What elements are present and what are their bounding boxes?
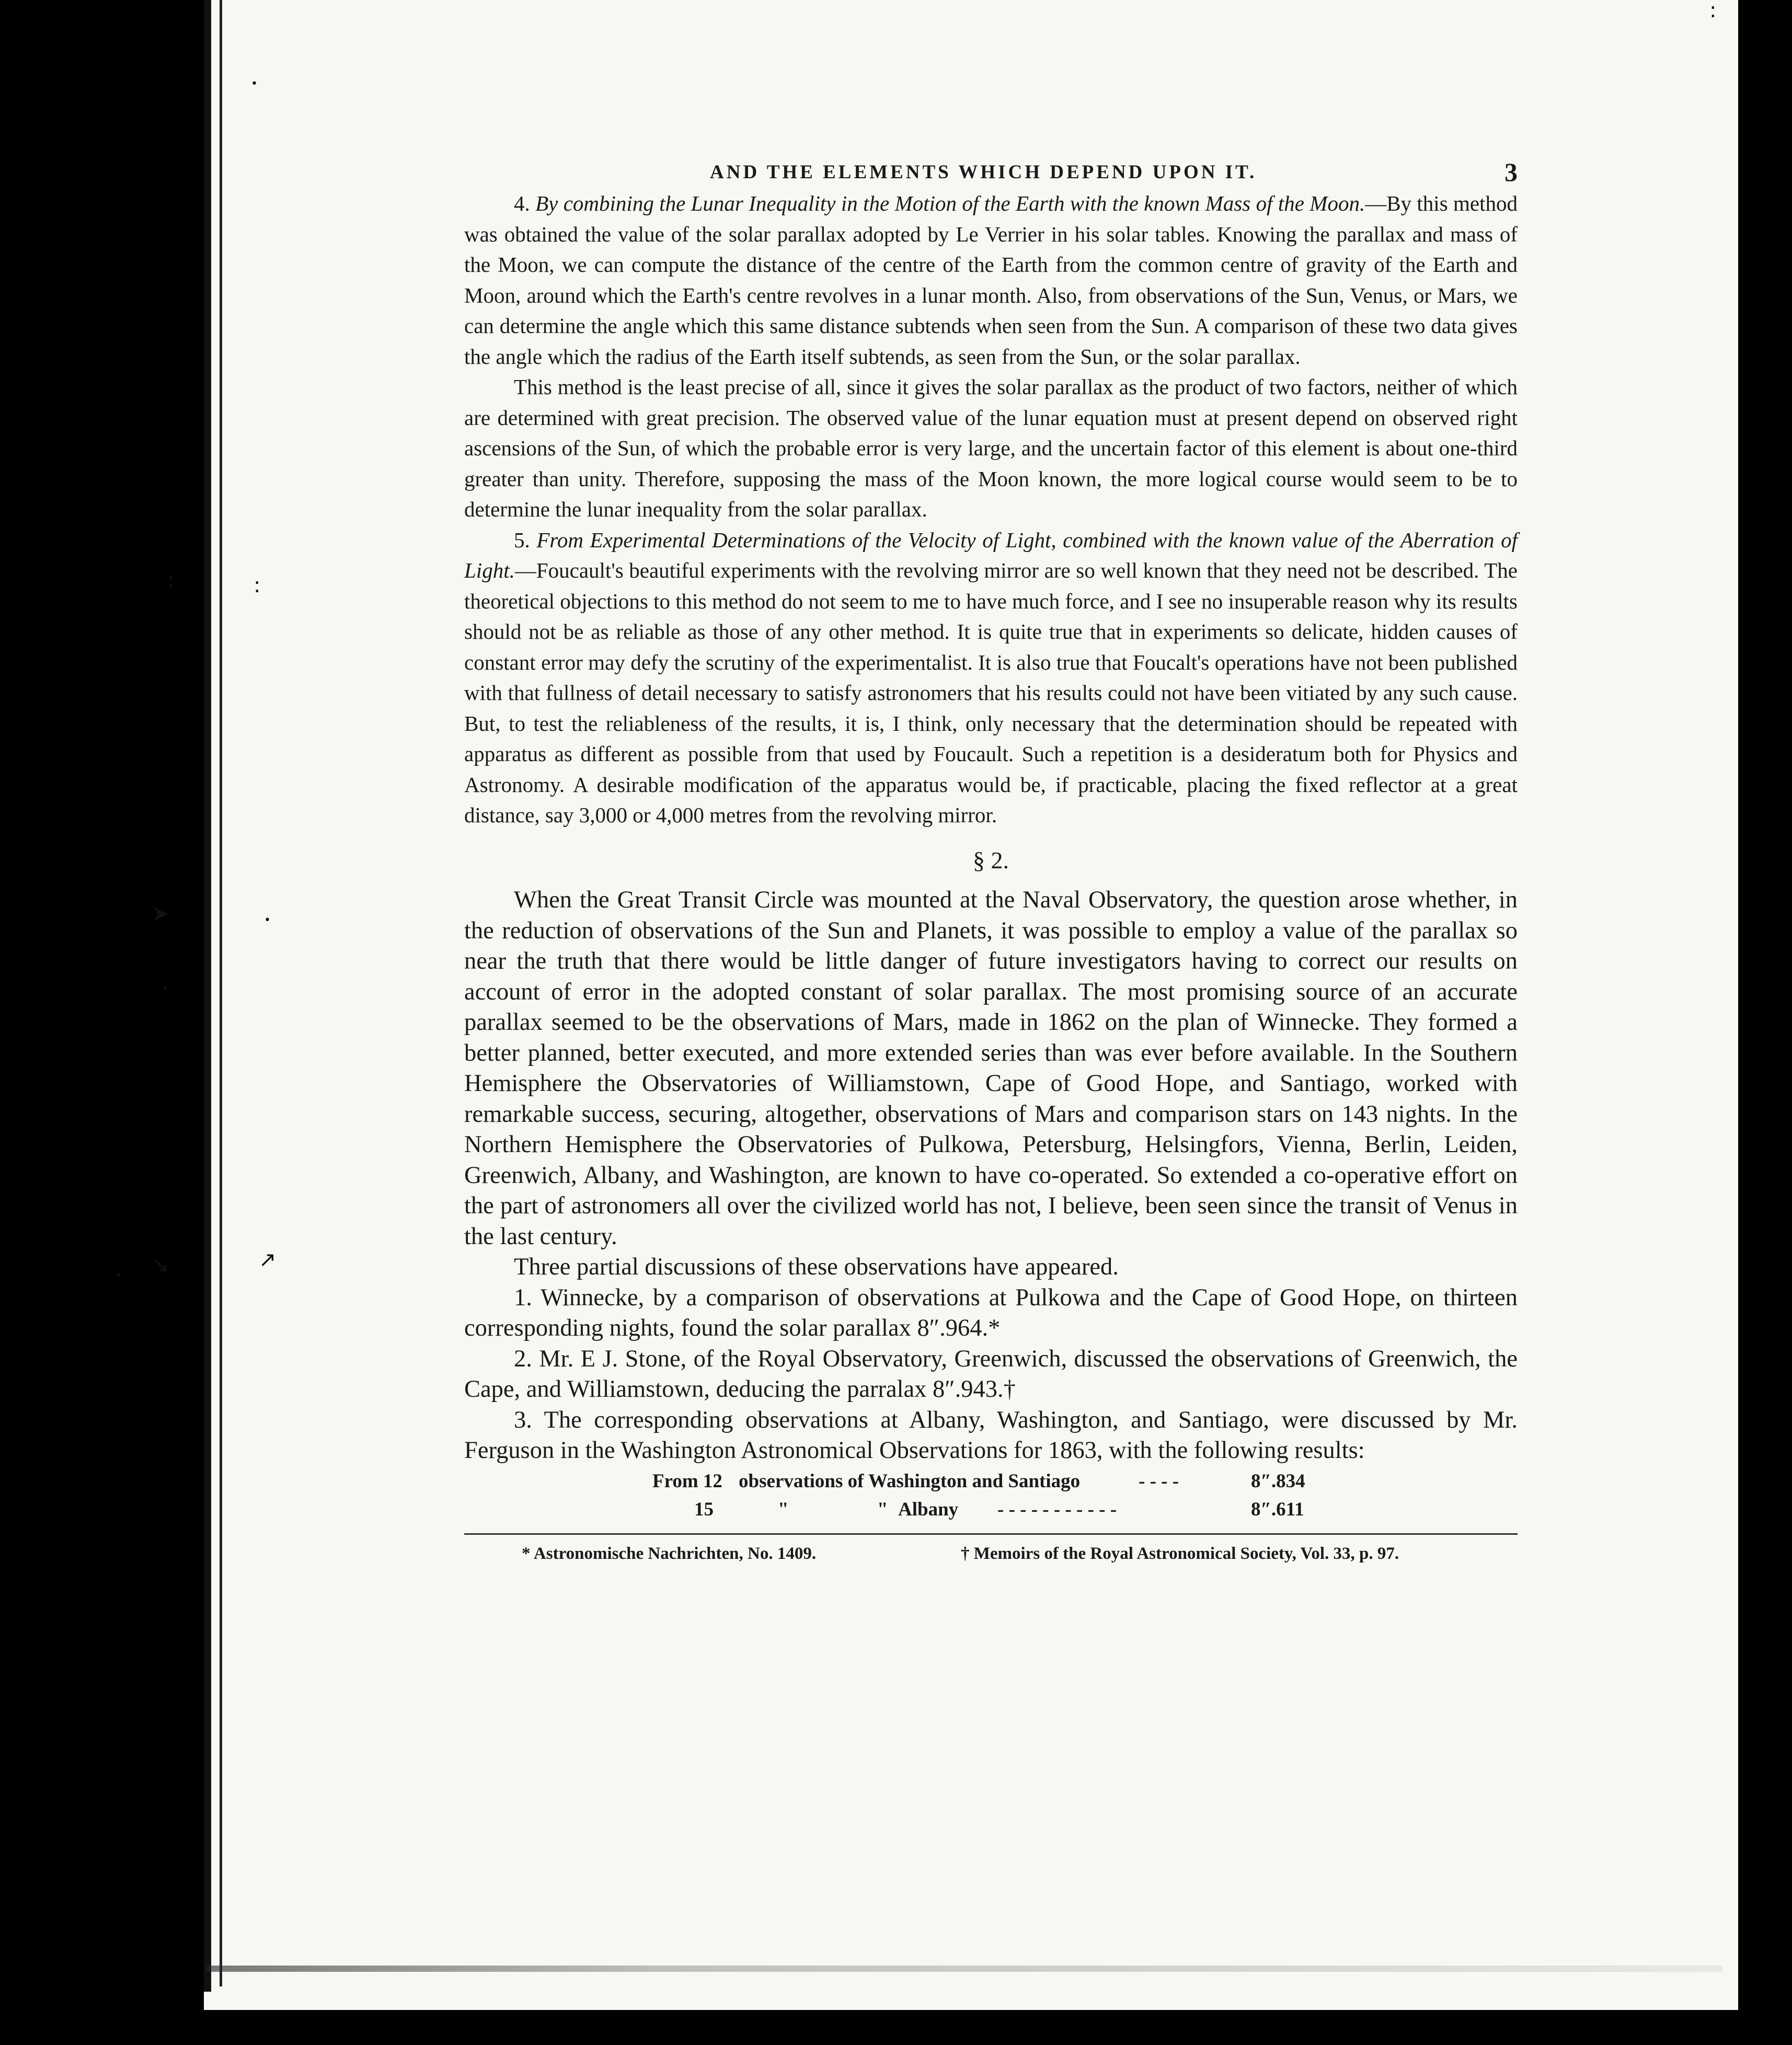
method-heading: From Experimental Determinations of the Velocity of Light, combined with the known value of the Aberration of Light. (464, 527, 1518, 582)
results-ditto: " (778, 1498, 789, 1520)
scan-speck: • (162, 982, 168, 994)
results-count: 15 (694, 1498, 714, 1520)
footnote-left: * Astronomische Nachrichten, No. 1409. (522, 1544, 817, 1563)
paragraph-text: —Foucault's beautiful experiments with the revolving mirror are so well known that they need not be described. The theoretical objections to this method do not seem to me to have much force, and I see no insuperable reason why its results should not be as reliable as those of any other method. It is quite true that in experiments so delicate, hidden causes of constant error may defy the scrutiny of the experimentalist. It is also true that Foucalt's operations have not been published with that fullness of detail necessary to satisfy astronomers that his results could not have been vitiated by any such cause. But, to test the reliableness of the results, it is, I think, only necessary that the determination should be repeated with apparatus as different as possible from that used by Foucault. Such a repetition is a desideratum both for Physics and Astronomy. A desirable modification of the apparatus would be, if practicable, placing the fixed reflector at a great distance, say 3,000 or 4,000 metres from the revolving mirror. (464, 558, 1518, 827)
running-title: AND THE ELEMENTS WHICH DEPEND UPON IT. (710, 162, 1257, 183)
page-content (464, 157, 1518, 1570)
results-row (464, 1496, 1518, 1524)
page-bottom-edge (206, 1966, 1722, 1972)
results-leader: - - - - - - - - - - - (997, 1498, 1117, 1520)
method-heading: By combining the Lunar Inequality in the Motion of the Earth with the known Mass of the Moon. (535, 191, 1365, 215)
paragraph-text: —By this method was obtained the value of the solar parallax adopted by Le Verrier in his solar tables. Knowing the parallax and mass of the Moon, we can compute the distance of the centre of the Earth from the common centre of gravity of the Earth and Moon, around which the Earth's centre revolves in a lunar month. Also, from observations of the Sun, Venus, or Mars, we can determine the angle which this same distance subtends when seen from the Sun. A comparison of these two data gives the angle which the radius of the Earth itself subtends, as seen from the Sun, or the solar parallax. (464, 191, 1518, 369)
footnote-right: † Memoirs of the Royal Astronomical Society, Vol. 33, p. 97. (961, 1544, 1399, 1563)
scan-speck: • (115, 1269, 122, 1282)
scan-speck: • (251, 77, 258, 90)
paragraph-discussion-2: 2. Mr. E J. Stone, of the Royal Observatory, Greenwich, discussed the observations of Greenwich, the Cape, and Williamstown, deducing the parralax 8″.943.† (464, 1345, 1518, 1403)
results-value: 8″.611 (1251, 1498, 1304, 1520)
scan-speck: ↘ (152, 1253, 169, 1277)
paragraph-number: 4. (514, 191, 536, 215)
footnote-rule (464, 1533, 1518, 1535)
page-number: 3 (1504, 157, 1518, 187)
results-value: 8″.834 (1251, 1470, 1305, 1492)
paragraph-method-4 (464, 188, 1518, 372)
results-row (464, 1467, 1518, 1496)
scan-speck: ↗ (259, 1248, 277, 1272)
paragraph-method-4-continued (464, 372, 1518, 525)
results-ditto: " (877, 1498, 888, 1520)
results-leader: - - - - (1139, 1470, 1179, 1492)
paragraph-section-2: When the Great Transit Circle was mounted at the Naval Observatory, the question arose whether, in the reduction of observations of the Sun and Planets, it was possible to employ a value of the parallax so near the truth that there would be little danger of future investigators having to correct our results on account of error in the adopted constant of solar parallax. The most promising source of an accurate parallax seemed to be the observations of Mars, made in 1862 on the plan of Winnecke. They formed a better planned, better executed, and more extended series than was ever before available. In the Southern Hemisphere the Observatories of Williamstown, Cape of Good Hope, and Santiago, worked with remarkable success, securing, altogether, observations of Mars and comparison stars on 143 nights. In the Northern Hemisphere the Observatories of Pulkowa, Petersburg, Helsingfors, Vienna, Berlin, Leiden, Greenwich, Albany, and Washington, are known to have co-operated. So extended a co-operative effort on the part of astronomers all over the civilized world has not, I believe, been seen since the transit of Venus in the last century. (464, 887, 1518, 1250)
scan-speck: ➤ (152, 902, 169, 926)
results-table (464, 1467, 1518, 1524)
results-label: observations of Washington and Santiago (739, 1470, 1081, 1492)
paragraph-number: 5. (514, 527, 537, 552)
running-header (464, 157, 1518, 188)
page-spine-line (220, 0, 222, 1986)
scan-border-right (1738, 0, 1792, 2045)
footnotes (464, 1544, 1518, 1570)
scan-speck: : (1709, 0, 1717, 22)
results-label: Albany (898, 1498, 959, 1520)
section-heading: § 2. (973, 846, 1009, 874)
page-spine-shadow (204, 0, 211, 1992)
results-count: From 12 (652, 1470, 722, 1492)
paragraph-discussions-intro: Three partial discussions of these observations have appeared. (514, 1254, 1119, 1280)
paragraph-discussion-3: 3. The corresponding observations at Albany, Washington, and Santiago, were discussed by Mr. Ferguson in the Washington Astronomical Observations for 1863, with the following results: (464, 1406, 1518, 1464)
scan-speck: : (254, 573, 261, 598)
scan-speck: : (167, 568, 175, 592)
paragraph-discussion-1: 1. Winnecke, by a comparison of observations at Pulkowa and the Cape of Good Hope, on thirteen corresponding nights, found the solar parallax 8″.964.* (464, 1284, 1518, 1341)
scan-speck: • (264, 914, 271, 927)
scan-border-bottom (0, 2010, 1792, 2045)
paragraph-method-5 (464, 525, 1518, 831)
paragraph-text: This method is the least precise of all, since it gives the solar parallax as the product of two factors, neither of which are determined with great precision. The observed value of the lunar equation must at present depend on observed right ascensions of the Sun, of which the probable error is very large, and the uncertain factor of this element is about one-third greater than unity. Therefore, supposing the mass of the Moon known, the more logical course would seem to be to determine the lunar inequality from the solar parallax. (464, 375, 1518, 521)
